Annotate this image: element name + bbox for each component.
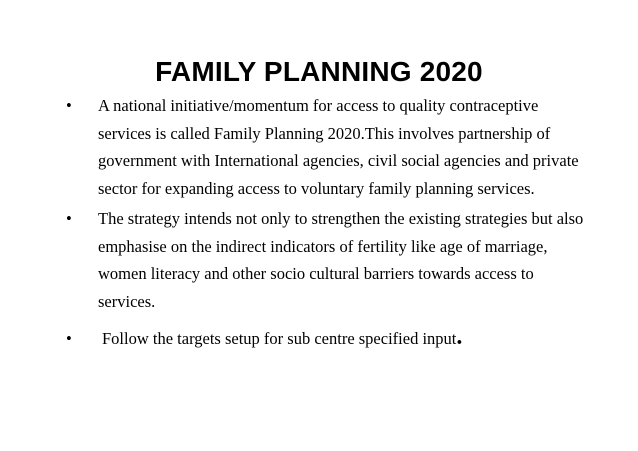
bullet-dot-icon: • (66, 329, 72, 348)
slide-title: FAMILY PLANNING 2020 (155, 56, 483, 87)
bullet-text: The strategy intends not only to strengthen the existing strategies but also emphasise on the indirect indicators of fertility like age of marriage, women literacy and other socio cultural barriers towards access to services. (98, 209, 584, 311)
bullet-text: A national initiative/momentum for access to quality contraceptive services is called Family Planning 2020.This involves partnership of government with International agencies, civil social agencies and private sector for expanding access to voluntary family planning services. (98, 96, 579, 198)
bullet-item-2 (66, 205, 586, 315)
bullet-list (66, 92, 586, 353)
bullet-text-wrapper (98, 325, 586, 353)
bullet-item-1 (66, 92, 586, 202)
bullet-dot-icon: • (66, 96, 72, 115)
bullet-text: Follow the targets setup for sub centre specified input (102, 329, 457, 348)
bullet-item-3 (66, 325, 586, 353)
bullet-dot-icon: • (66, 209, 72, 228)
bullet-period: . (456, 324, 463, 350)
